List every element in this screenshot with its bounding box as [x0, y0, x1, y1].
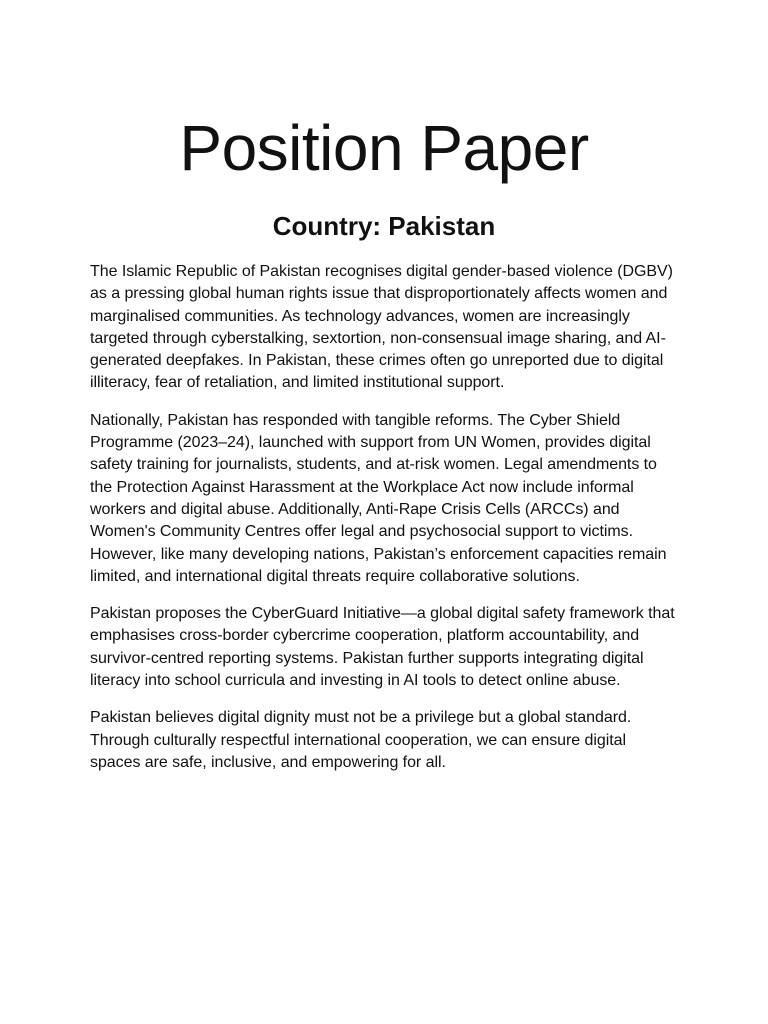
country-heading: Country: Pakistan: [272, 211, 496, 241]
paragraph-intro: The Islamic Republic of Pakistan recognises digital gender-based violence (DGBV) as a pressing global human rights issue that disproportionately affects women and marginalised communities. As technology advances, women are increasingly targeted through cyberstalking, sextortion, non-consensual image sharing, and AI-generated deepfakes. In Pakistan, these crimes often go unreported due to digital illiteracy, fear of retaliation, and limited institutional support.: [90, 263, 673, 392]
document-body: [90, 261, 680, 789]
paragraph-conclusion: Pakistan believes digital dignity must not be a privilege but a global standard. Through culturally respectful international cooperation, we can ensure digital spaces are safe, inclusive, and empowering for all.: [90, 709, 632, 771]
page-title: Position Paper: [179, 112, 589, 184]
paragraph-proposal: Pakistan proposes the CyberGuard Initiative—a global digital safety framework that emphasises cross-border cybercrime cooperation, platform accountability, and survivor-centred reporting systems. Pakistan further supports integrating digital literacy into school curricula and investing in AI tools to detect online abuse.: [90, 605, 675, 690]
paragraph-national-reforms: Nationally, Pakistan has responded with tangible reforms. The Cyber Shield Programme (2023–24), launched with support from UN Women, provides digital safety training for journalists, students, and at-risk women. Legal amendments to the Protection Against Harassment at the Workplace Act now include informal workers and digital abuse. Additionally, Anti-Rape Crisis Cells (ARCCs) and Women's Community Centres offer legal and psychosocial support to victims. However, like many developing nations, Pakistan’s enforcement capacities remain limited, and international digital threats require collaborative solutions.: [90, 411, 667, 585]
